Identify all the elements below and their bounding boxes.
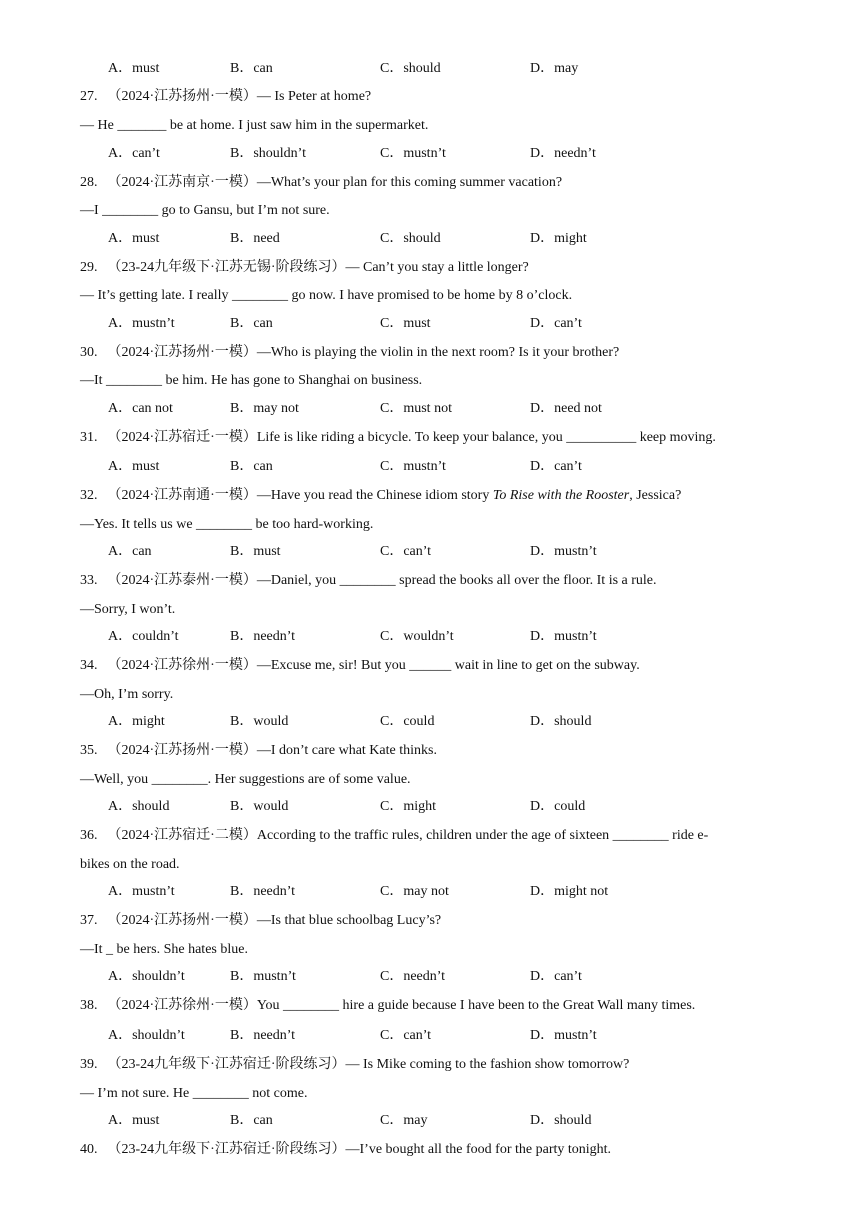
question-text: —Have you read the Chinese idiom story [256, 488, 493, 503]
answer-options [108, 713, 808, 731]
question-stem [80, 429, 716, 447]
question-text: —What’s your plan for this coming summer vacation? [256, 175, 563, 190]
option-b: B．would [230, 799, 289, 814]
option-b: B．can [230, 459, 273, 474]
question-source: （2024·江苏扬州·一模） [107, 913, 257, 928]
answer-options [108, 60, 808, 78]
idiom-title: To Rise with the Rooster [492, 488, 630, 503]
question-text: —Yes. It tells us we ________ be too hard-working. [80, 517, 374, 532]
question-source: （2024·江苏扬州·一模） [107, 345, 257, 360]
option-c: C．should [380, 231, 441, 246]
question-source: （2024·江苏扬州·一模） [107, 89, 257, 104]
question-number: 33. [80, 573, 98, 588]
answer-options [108, 230, 808, 248]
option-d: D．could [530, 799, 586, 814]
question-source: （2024·江苏泰州·一模） [107, 573, 257, 588]
option-d: D．can’t [530, 316, 582, 331]
question-source: （2024·江苏南京·一模） [107, 175, 257, 190]
option-a: A．mustn’t [108, 884, 175, 899]
dialogue-line [80, 686, 173, 704]
option-d: D．can’t [530, 969, 582, 984]
question-text: —I ________ go to Gansu, but I’m not sure. [80, 203, 330, 218]
answer-options [108, 628, 808, 646]
question-stem [80, 912, 441, 930]
question-number: 35. [80, 743, 98, 758]
option-b: B．must [230, 544, 281, 559]
question-number: 31. [80, 430, 98, 445]
question-stem [80, 1141, 611, 1159]
dialogue-line [80, 941, 248, 959]
question-text: —Daniel, you ________ spread the books all over the floor. It is a rule. [256, 573, 657, 588]
answer-options [108, 968, 808, 986]
dialogue-line [80, 287, 572, 305]
option-b: B．would [230, 714, 289, 729]
dialogue-line [80, 202, 330, 220]
question-text: —Well, you ________. Her suggestions are of some value. [80, 772, 411, 787]
option-b: B．mustn’t [230, 969, 296, 984]
option-d: D．mustn’t [530, 544, 597, 559]
question-source: （2024·江苏宿迁·一模） [107, 430, 257, 445]
option-d: D．should [530, 1113, 592, 1128]
option-c: C．must not [380, 401, 452, 416]
question-source: （23-24九年级下·江苏宿迁·阶段练习） [107, 1057, 346, 1072]
option-c: C．mustn’t [380, 146, 446, 161]
question-number: 38. [80, 998, 98, 1013]
answer-options [108, 145, 808, 163]
question-number: 28. [80, 175, 98, 190]
option-d: D．can’t [530, 459, 582, 474]
answer-options [108, 798, 808, 816]
question-text: — Is Mike coming to the fashion show tomorrow? [345, 1057, 630, 1072]
option-d: D．should [530, 714, 592, 729]
option-b: B．can [230, 61, 273, 76]
option-a: A．shouldn’t [108, 1028, 185, 1043]
question-number: 37. [80, 913, 98, 928]
question-text: — He _______ be at home. I just saw him in the supermarket. [80, 118, 429, 133]
question-stem [80, 344, 619, 362]
option-c: C．wouldn’t [380, 629, 454, 644]
option-c: C．mustn’t [380, 459, 446, 474]
option-d: D．mustn’t [530, 629, 597, 644]
dialogue-line [80, 601, 175, 619]
option-b: B．need [230, 231, 280, 246]
question-number: 27. [80, 89, 98, 104]
question-stem [80, 1056, 629, 1074]
question-source: （23-24九年级下·江苏无锡·阶段练习） [107, 260, 346, 275]
answer-options [108, 315, 808, 333]
question-number: 36. [80, 828, 98, 843]
question-text: —Sorry, I won’t. [80, 602, 176, 617]
question-number: 34. [80, 658, 98, 673]
question-stem [80, 827, 708, 845]
question-text: — I’m not sure. He ________ not come. [80, 1086, 308, 1101]
question-text: —I’ve bought all the food for the party tonight. [345, 1142, 612, 1157]
option-a: A．must [108, 1113, 160, 1128]
question-number: 30. [80, 345, 98, 360]
dialogue-line [80, 516, 373, 534]
question-source: （2024·江苏扬州·一模） [107, 743, 257, 758]
question-text: —Who is playing the violin in the next room? Is it your brother? [256, 345, 620, 360]
option-a: A．shouldn’t [108, 969, 185, 984]
option-b: B．may not [230, 401, 299, 416]
question-source: （2024·江苏徐州·一模） [107, 658, 257, 673]
option-a: A．can [108, 544, 152, 559]
option-d: D．might [530, 231, 587, 246]
answer-options [108, 400, 808, 418]
option-b: B．can [230, 1113, 273, 1128]
question-number: 39. [80, 1057, 98, 1072]
option-a: A．can’t [108, 146, 160, 161]
answer-options [108, 1112, 808, 1130]
option-a: A．must [108, 459, 160, 474]
question-text: Life is like riding a bicycle. To keep your balance, you __________ keep moving. [256, 430, 716, 445]
question-stem [80, 742, 437, 760]
option-b: B．can [230, 316, 273, 331]
option-a: A．can not [108, 401, 173, 416]
option-a: A．must [108, 61, 160, 76]
option-c: C．should [380, 61, 441, 76]
question-source: （2024·江苏徐州·一模） [107, 998, 257, 1013]
question-text: —It ________ be him. He has gone to Shanghai on business. [80, 373, 423, 388]
option-d: D．might not [530, 884, 609, 899]
question-source: （2024·江苏宿迁·二模） [107, 828, 257, 843]
option-b: B．shouldn’t [230, 146, 306, 161]
option-b: B．needn’t [230, 884, 296, 899]
dialogue-line [80, 1085, 307, 1103]
question-number: 40. [80, 1142, 98, 1157]
option-a: A．might [108, 714, 165, 729]
question-text: — It’s getting late. I really ________ go now. I have promised to be home by 8 o’clock. [80, 288, 573, 303]
question-text: According to the traffic rules, children under the age of sixteen ________ ride e- [256, 828, 709, 843]
option-c: C．may not [380, 884, 449, 899]
question-text: You ________ hire a guide because I have been to the Great Wall many times. [256, 998, 696, 1013]
dialogue-line [80, 372, 422, 390]
question-number: 32. [80, 488, 98, 503]
option-a: A．mustn’t [108, 316, 175, 331]
question-stem [80, 259, 529, 277]
question-text-tail: , Jessica? [629, 488, 682, 503]
question-stem [80, 997, 695, 1015]
question-stem [80, 174, 562, 192]
question-text: —I don’t care what Kate thinks. [256, 743, 437, 758]
option-c: C．needn’t [380, 969, 446, 984]
answer-options [108, 458, 808, 476]
option-a: A．must [108, 231, 160, 246]
answer-options [108, 543, 808, 561]
option-c: C．can’t [380, 1028, 432, 1043]
option-c: C．may [380, 1113, 428, 1128]
dialogue-line [80, 856, 180, 874]
question-stem [80, 572, 657, 590]
option-a: A．couldn’t [108, 629, 179, 644]
question-number: 29. [80, 260, 98, 275]
option-c: C．can’t [380, 544, 432, 559]
question-text: bikes on the road. [80, 857, 180, 872]
question-stem [80, 657, 640, 675]
question-text: —It _ be hers. She hates blue. [80, 942, 248, 957]
question-stem [80, 88, 371, 106]
answer-options [108, 883, 808, 901]
question-text: —Oh, I’m sorry. [80, 687, 174, 702]
question-source: （2024·江苏南通·一模） [107, 488, 257, 503]
option-d: D．need not [530, 401, 602, 416]
question-text: —Excuse me, sir! But you ______ wait in line to get on the subway. [256, 658, 640, 673]
option-c: C．could [380, 714, 435, 729]
answer-options [108, 1027, 808, 1045]
question-text: — Can’t you stay a little longer? [345, 260, 529, 275]
dialogue-line [80, 117, 428, 135]
question-text: —Is that blue schoolbag Lucy’s? [256, 913, 442, 928]
option-d: D．needn’t [530, 146, 596, 161]
option-d: D．mustn’t [530, 1028, 597, 1043]
option-d: D．may [530, 61, 579, 76]
question-source: （23-24九年级下·江苏宿迁·阶段练习） [107, 1142, 346, 1157]
option-b: B．needn’t [230, 629, 296, 644]
question-text: — Is Peter at home? [256, 89, 372, 104]
question-stem [80, 487, 681, 505]
option-c: C．might [380, 799, 437, 814]
dialogue-line [80, 771, 411, 789]
option-b: B．needn’t [230, 1028, 296, 1043]
option-a: A．should [108, 799, 170, 814]
option-c: C．must [380, 316, 431, 331]
